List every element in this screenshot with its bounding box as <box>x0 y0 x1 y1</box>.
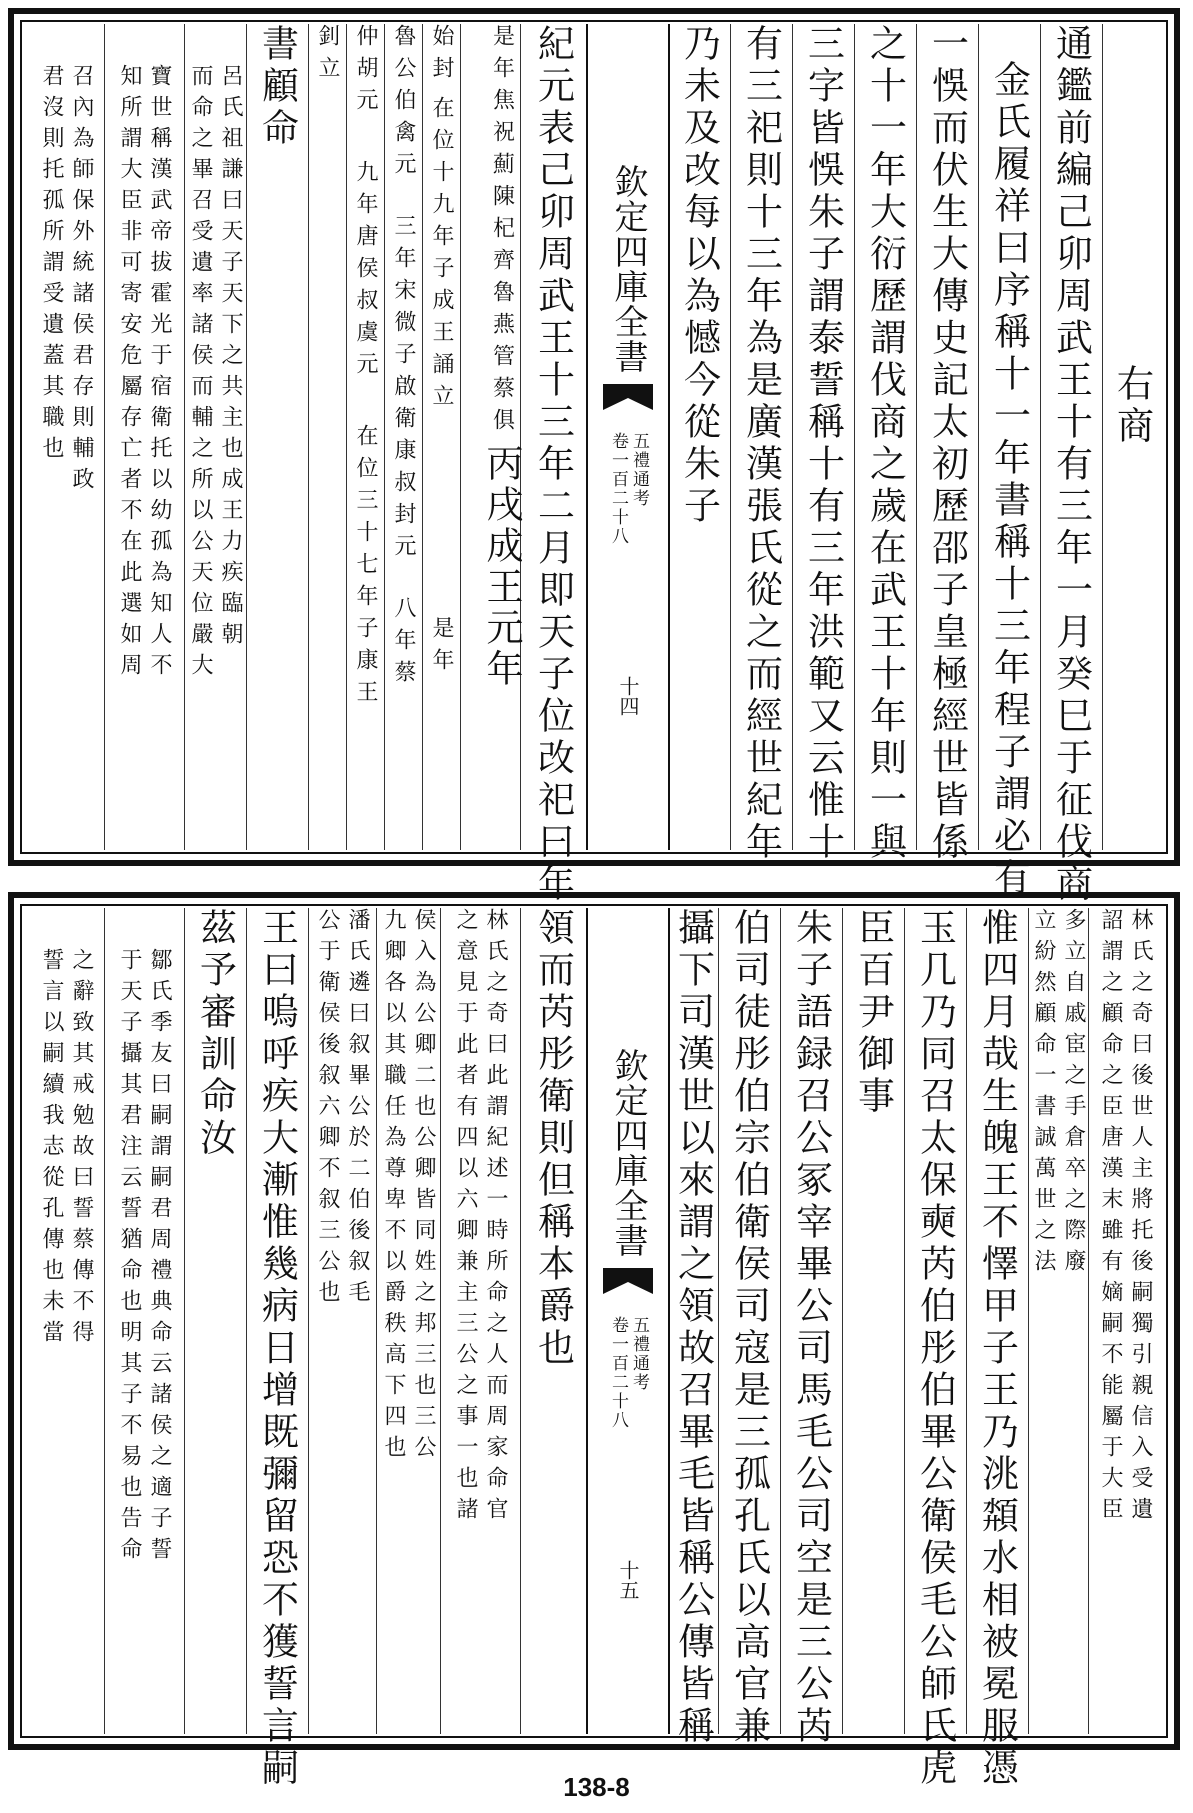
text-column: 金氏履祥曰序稱十一年書稱十三年程子謂必有 <box>987 60 1031 900</box>
book-title: 五禮通考 <box>629 1316 649 1392</box>
commentary-line: 而命之畢召受遺率諸侯而輔之所以公天位嚴大 <box>188 64 213 684</box>
note-line: 釗立 <box>315 24 340 88</box>
text-column: 紀元表己卯周武王十三年二月即天子位改祀曰年 <box>531 24 575 906</box>
text-column: 王曰嗚呼疾大漸惟幾病日增既彌留恐不獲誓言嗣 <box>255 908 299 1790</box>
commentary-line: 詔謂之顧命之臣唐漢末雖有嫡嗣不能屬于大臣 <box>1098 908 1123 1528</box>
commentary-line: 潘氏遴曰叙畢公於二伯後叙毛 <box>345 908 370 1311</box>
text-column: 書顧命 <box>255 24 299 150</box>
section-heading: 右商 <box>1110 364 1154 448</box>
folio-number: 十四 <box>616 676 640 716</box>
commentary-line: 立紛然顧命一書誠萬世之法 <box>1031 908 1056 1280</box>
volume-number: 卷一百二十八 <box>608 1316 628 1430</box>
commentary-line: 誓言以嗣續我志從孔傳也未當 <box>39 948 64 1351</box>
commentary-line: 九卿各以其職任為尊卑不以爵秩高下四也 <box>381 908 406 1466</box>
commentary-line: 寶世稱漢武帝拔霍光于宿衛托以幼孤為知人不 <box>147 64 172 684</box>
fishtail-mark <box>603 384 653 414</box>
collection-title: 欽定四庫全書 <box>608 164 648 374</box>
commentary-line: 之辭致其戒勉故曰誓蔡傳不得 <box>69 948 94 1351</box>
text-column: 三字皆悞朱子謂泰誓稱十有三年洪範又云惟十 <box>801 24 845 864</box>
note-line: 三年宋微子啟衛康叔封元 <box>391 214 416 566</box>
text-column: 一悞而伏生大傳史記太初歷邵子皇極經世皆係 <box>925 24 969 864</box>
page-number: 138-8 <box>563 1772 630 1802</box>
commentary-line: 鄒氏季友曰嗣謂嗣君周禮典命云諸侯之適子誓 <box>147 948 172 1568</box>
note-line: 仲胡元 <box>353 24 378 120</box>
text-column: 玉几乃同召太保奭芮伯彤伯畢公衛侯毛公師氏虎 <box>913 908 957 1790</box>
center-strip <box>586 24 670 850</box>
commentary-line: 公于衛侯後叙六卿不叙三公也 <box>315 908 340 1311</box>
text-column: 乃未及改每以為憾今從朱子 <box>677 24 721 528</box>
commentary-line: 林氏之奇曰此謂紀述一時所命之人而周家命官 <box>483 908 508 1528</box>
text-column: 朱子語録召公冢宰畢公司馬毛公司空是三公芮 <box>789 908 833 1748</box>
center-strip <box>586 908 670 1734</box>
commentary-line: 林氏之奇曰後世人主將托後嗣獨引親信入受遺 <box>1128 908 1153 1528</box>
note-line: 九年唐侯叔虞元 <box>353 160 378 384</box>
note-line: 是年焦祝薊陳杞齊魯燕管蔡俱 <box>489 24 515 440</box>
commentary-line: 召內為師保外統諸侯君存則輔政 <box>69 64 94 498</box>
text-column: 攝下司漢世以來謂之領故召畢毛皆稱公傳皆稱 <box>671 908 715 1748</box>
text-column: 丙戌成王元年 <box>480 444 523 690</box>
note-line: 在位三十七年子康王 <box>353 424 378 712</box>
text-column: 有三祀則十三年為是廣漢張氏從之而經世紀年 <box>739 24 783 864</box>
text-column: 茲予審訓命汝 <box>193 908 237 1160</box>
note-line: 是年 <box>429 616 454 680</box>
text-column: 通鑑前編己卯周武王十有三年一月癸巳于征伐商 <box>1049 24 1093 906</box>
text-column: 之十一年大衍歷謂伐商之歲在武王十年則一與 <box>863 24 907 864</box>
text-column: 惟四月哉生魄王不懌甲子王乃洮頮水相被冕服憑 <box>975 908 1019 1790</box>
book-title: 五禮通考 <box>629 432 649 508</box>
text-column: 伯司徒彤伯宗伯衛侯司寇是三孤孔氏以高官兼 <box>727 908 771 1748</box>
volume-number: 卷一百二十八 <box>608 432 628 546</box>
text-column: 臣百尹御事 <box>851 908 895 1118</box>
fishtail-mark <box>603 1268 653 1298</box>
note-line: 八年蔡 <box>391 596 416 692</box>
commentary-line: 呂氏祖謙曰天子天下之共主也成王力疾臨朝 <box>218 64 243 653</box>
folio-number: 十五 <box>616 1560 640 1600</box>
note-line: 在位十九年子成王誦立 <box>429 96 454 416</box>
commentary-line: 侯入為公卿二也公卿皆同姓之邦三也三公 <box>411 908 436 1466</box>
text-column: 領而芮彤衛則但稱本爵也 <box>531 908 575 1370</box>
commentary-line: 君沒則托孤所謂受遺蓋其職也 <box>39 64 64 467</box>
commentary-line: 知所謂大臣非可寄安危屬存亡者不在此選如周 <box>117 64 142 684</box>
collection-title: 欽定四庫全書 <box>608 1048 648 1258</box>
top-page-panel <box>8 8 1180 906</box>
note-line: 始封 <box>429 24 454 88</box>
commentary-line: 于天子攝其君注云誓猶命也明其子不易也告命 <box>117 948 142 1568</box>
note-line: 魯公伯禽元 <box>391 24 416 184</box>
commentary-line: 多立自戚宦之手倉卒之際廢 <box>1061 908 1086 1280</box>
commentary-line: 之意見于此者有四以六卿兼主三公之事一也諸 <box>453 908 478 1528</box>
